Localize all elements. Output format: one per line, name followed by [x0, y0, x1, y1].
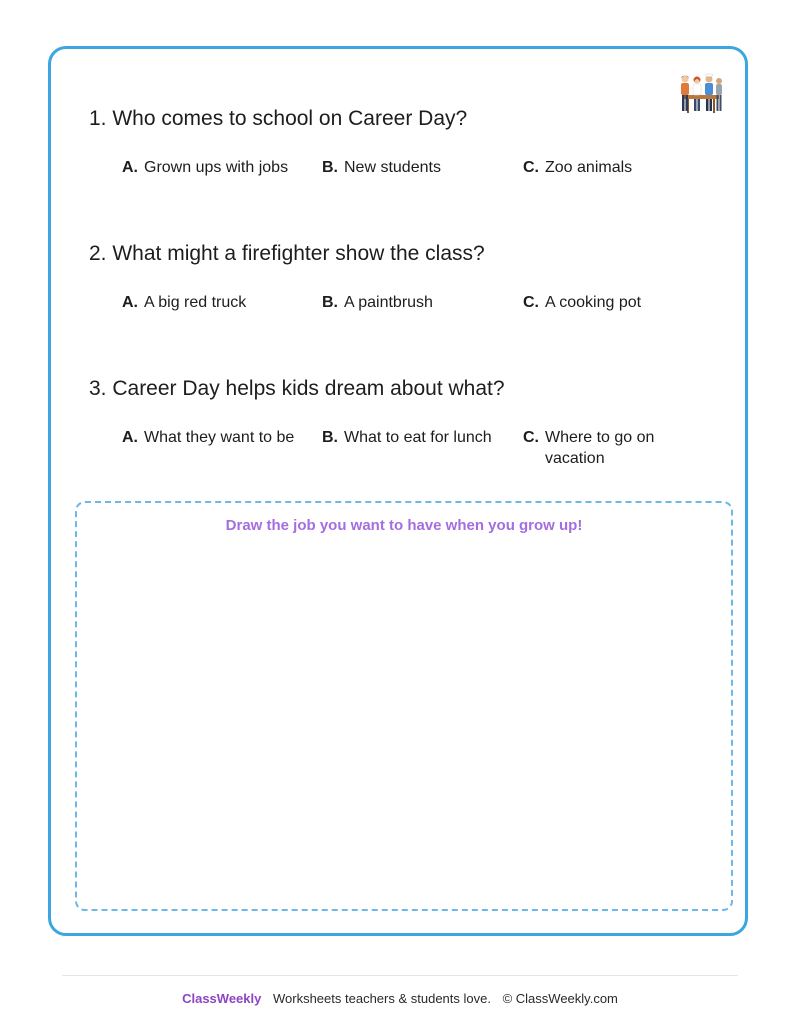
option-letter: B. — [322, 294, 338, 311]
footer-copyright: © ClassWeekly.com — [502, 991, 618, 1006]
option-b[interactable] — [322, 427, 517, 448]
option-text: A cooking pot — [545, 294, 642, 311]
footer-tagline: Worksheets teachers & students love. — [272, 991, 491, 1006]
option-c[interactable] — [523, 157, 723, 178]
option-b[interactable] — [322, 292, 517, 313]
option-text: A paintbrush — [344, 294, 433, 311]
option-letter: C. — [523, 159, 539, 176]
drawing-area[interactable] — [75, 501, 733, 911]
option-text: Grown ups with jobs — [144, 159, 289, 176]
footer-brand: ClassWeekly — [182, 991, 262, 1006]
footer — [0, 991, 800, 1006]
option-letter: A. — [122, 294, 138, 311]
question-2 — [89, 240, 715, 338]
option-text: Where to go on vacation — [545, 429, 655, 467]
option-a[interactable] — [122, 292, 317, 313]
option-text: What they want to be — [144, 429, 295, 446]
option-letter: A. — [122, 429, 138, 446]
answer-options — [89, 427, 715, 473]
footer-divider — [62, 975, 738, 976]
question-text: 2. What might a firefighter show the class? — [89, 242, 485, 265]
question-text: 1. Who comes to school on Career Day? — [89, 107, 468, 130]
drawing-prompt: Draw the job you want to have when you grow up! — [225, 517, 583, 534]
option-text: A big red truck — [144, 294, 247, 311]
option-c[interactable] — [523, 427, 673, 469]
question-1 — [89, 105, 715, 203]
option-a[interactable] — [122, 427, 317, 448]
option-letter: A. — [122, 159, 138, 176]
option-letter: C. — [523, 429, 539, 446]
option-text: Zoo animals — [545, 159, 633, 176]
option-letter: B. — [322, 429, 338, 446]
option-a[interactable] — [122, 157, 317, 178]
answer-options — [89, 157, 715, 203]
option-text: New students — [344, 159, 441, 176]
question-3 — [89, 375, 715, 473]
option-letter: B. — [322, 159, 338, 176]
option-b[interactable] — [322, 157, 517, 178]
option-c[interactable] — [523, 292, 723, 313]
option-letter: C. — [523, 294, 539, 311]
option-text: What to eat for lunch — [344, 429, 492, 446]
question-text: 3. Career Day helps kids dream about what? — [89, 377, 505, 400]
worksheet-card — [48, 46, 748, 936]
answer-options — [89, 292, 715, 338]
